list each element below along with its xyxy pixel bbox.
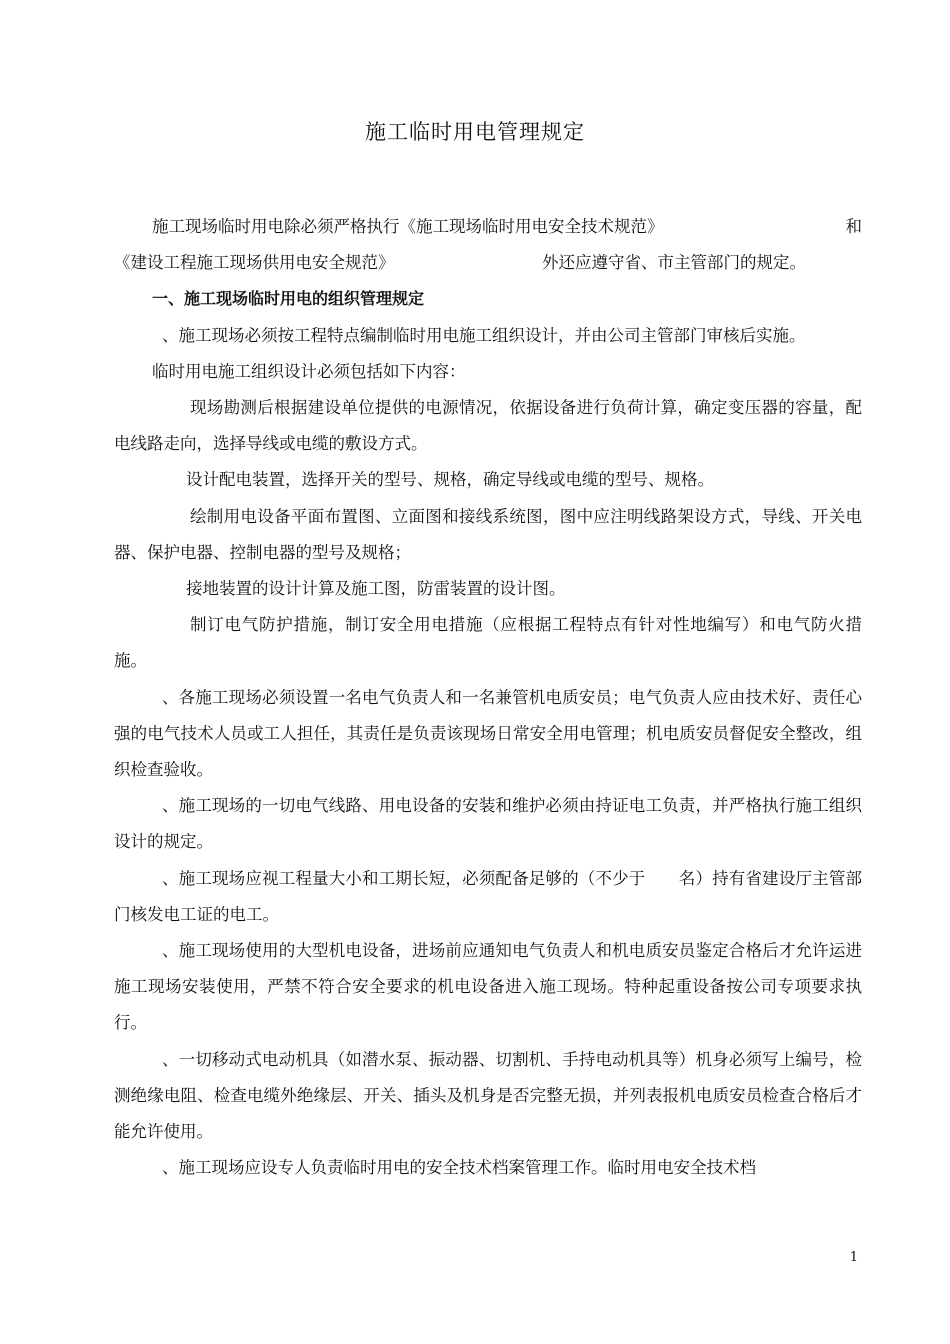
section-1-heading: 一、施工现场临时用电的组织管理规定 [152,289,425,309]
paragraph-7: 制订电气防护措施，制订安全用电措施（应根据工程特点有针对性地编写）和电气防火措施。 [114,615,862,671]
paragraph-3: 现场勘测后根据建设单位提供的电源情况，依据设备进行负荷计算，确定变压器的容量，配电线路走向，选择导线或电缆的敷设方式。 [114,398,862,454]
paragraph-13: 、施工现场应设专人负责临时用电的安全技术档案管理工作。临时用电安全技术档 [162,1158,756,1178]
document-body [114,209,862,1186]
paragraph-12: 、一切移动式电动机具（如潜水泵、振动器、切割机、手持电动机具等）机身必须写上编号，检测绝缘电阻、检查电缆外绝缘层、开关、插头及机身是否完整无损，并列表报机电质安员检查合格后才能允许使用。 [114,1049,862,1142]
intro-line-2-right: 外还应遵守省、市主管部门的规定。 [542,253,806,273]
paragraph-2: 临时用电施工组织设计必须包括如下内容： [152,361,466,381]
intro-paragraph [114,209,862,281]
document-title: 施工临时用电管理规定 [365,120,585,144]
paragraph-11: 、施工现场使用的大型机电设备，进场前应通知电气负责人和机电质安员鉴定合格后才允许运进施工现场安装使用，严禁不符合安全要求的机电设备进入施工现场。特种起重设备按公司专项要求执行。 [114,941,862,1033]
page-number: 1 [849,1250,858,1265]
intro-line-1 [114,209,862,245]
paragraph-9: 、施工现场的一切电气线路、用电设备的安装和维护必须由持证电工负责，并严格执行施工组织设计的规定。 [114,796,862,852]
intro-line-2 [114,245,862,281]
paragraph-5: 绘制用电设备平面布置图、立面图和接线系统图，图中应注明线路架设方式，导线、开关电器、保护电器、控制电器的型号及规格； [114,506,862,562]
paragraph-10: 、施工现场应视工程量大小和工期长短，必须配备足够的（不少于 名）持有省建设厅主管部门核发电工证的电工。 [114,868,862,924]
paragraph-6: 接地装置的设计计算及施工图，防雷装置的设计图。 [186,579,566,599]
paragraph-4: 设计配电装置，选择开关的型号、规格，确定导线或电缆的型号、规格。 [186,470,714,490]
intro-line-1-left: 施工现场临时用电除必须严格执行《施工现场临时用电安全技术规范》 [152,217,664,236]
paragraph-1: 、施工现场必须按工程特点编制临时用电施工组织设计，并由公司主管部门审核后实施。 [162,325,806,345]
paragraph-8: 、各施工现场必须设置一名电气负责人和一名兼管机电质安员；电气负责人应由技术好、责任心强的电气技术人员或工人担任，其责任是负责该现场日常安全用电管理；机电质安员督促安全整改，组织检查验收。 [114,687,862,780]
intro-line-2-left: 《建设工程施工现场供用电安全规范》 [114,253,395,273]
intro-line-1-right: 和 [845,217,862,236]
